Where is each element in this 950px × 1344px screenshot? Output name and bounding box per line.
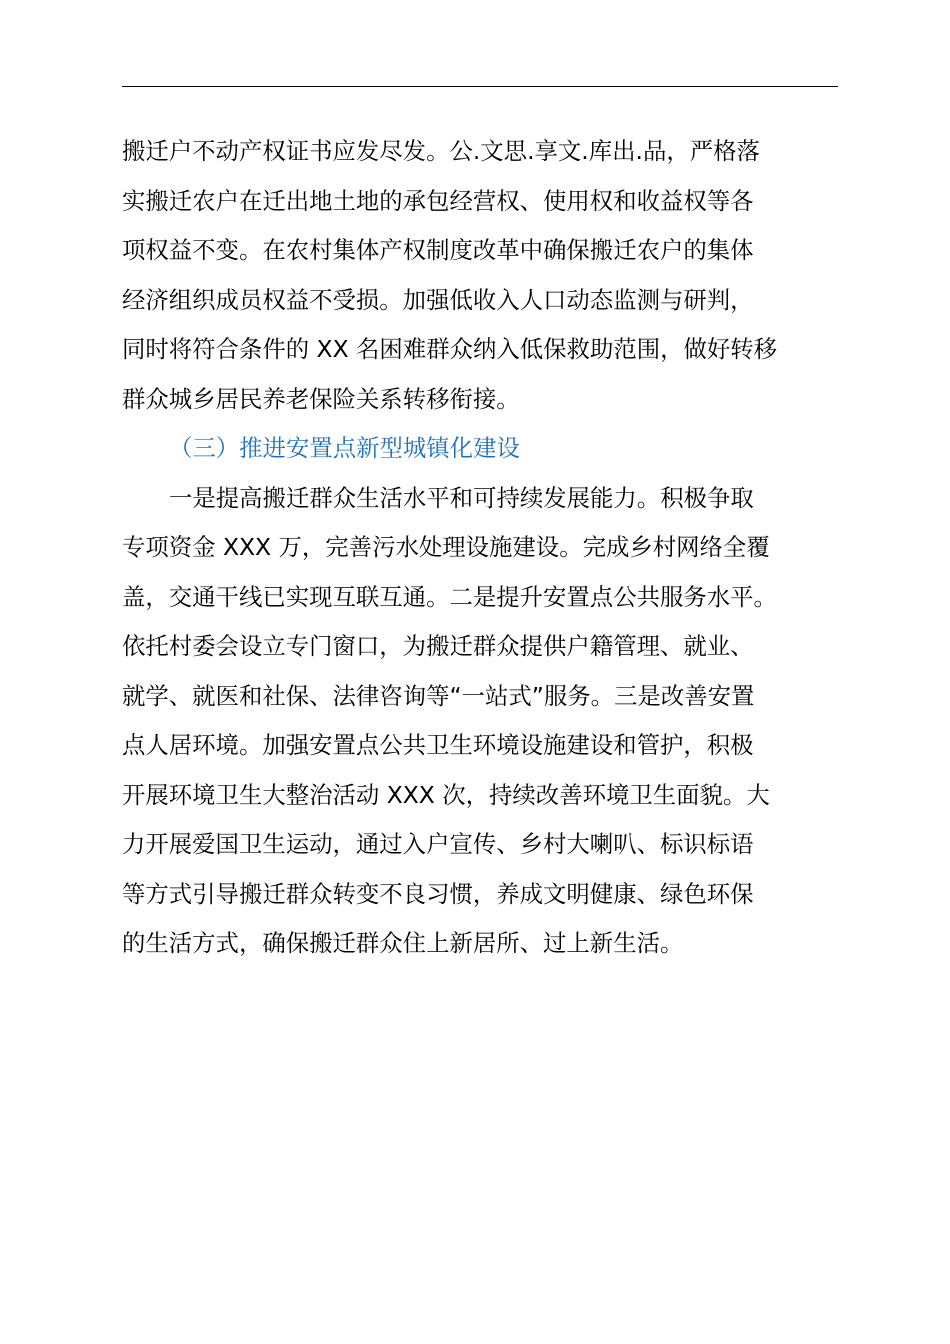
- paragraph-first-line: 一是提高搬迁群众生活水平和可持续发展能力。积极争取: [169, 483, 754, 512]
- body-line: 经济组织成员权益不受损。加强低收入人口动态监测与研判，: [122, 285, 754, 314]
- body-line: 实搬迁农户在迁出地土地的承包经营权、使用权和收益权等各: [122, 186, 754, 215]
- body-line: 等方式引导搬迁群众转变不良习惯，养成文明健康、绿色环保: [122, 879, 754, 908]
- body-line: 力开展爱国卫生运动，通过入户宣传、乡村大喇叭、标识标语: [122, 830, 754, 858]
- body-line: 专项资金 XXX 万，完善污水处理设施建设。完成乡村网络全覆: [122, 533, 770, 561]
- body-line: 开展环境卫生大整治活动 XXX 次，持续改善环境卫生面貌。大: [122, 780, 770, 809]
- body-line: 搬迁户不动产权证书应发尽发。公.文思.享文.库出.品，严格落: [122, 137, 760, 165]
- body-line: 的生活方式，确保搬迁群众住上新居所、过上新生活。: [122, 929, 684, 957]
- header-rule: [122, 86, 838, 87]
- body-line: 依托村委会设立专门窗口，为搬迁群众提供户籍管理、就业、: [122, 632, 754, 660]
- section-heading: （三）推进安置点新型城镇化建设: [169, 434, 520, 462]
- body-line: 同时将符合条件的 XX 名困难群众纳入低保救助范围，做好转移: [122, 335, 778, 363]
- body-line: 项权益不变。在农村集体产权制度改革中确保搬迁农户的集体: [122, 236, 754, 264]
- body-line: 群众城乡居民养老保险关系转移衔接。: [122, 384, 520, 413]
- body-line: 就学、就医和社保、法律咨询等“一站式”服务。三是改善安置: [122, 681, 755, 710]
- document-body: [122, 127, 838, 969]
- body-line: 盖，交通干线已实现互联互通。二是提升安置点公共服务水平。: [122, 582, 777, 611]
- body-line: 点人居环境。加强安置点公共卫生环境设施建设和管护，积极: [122, 731, 754, 759]
